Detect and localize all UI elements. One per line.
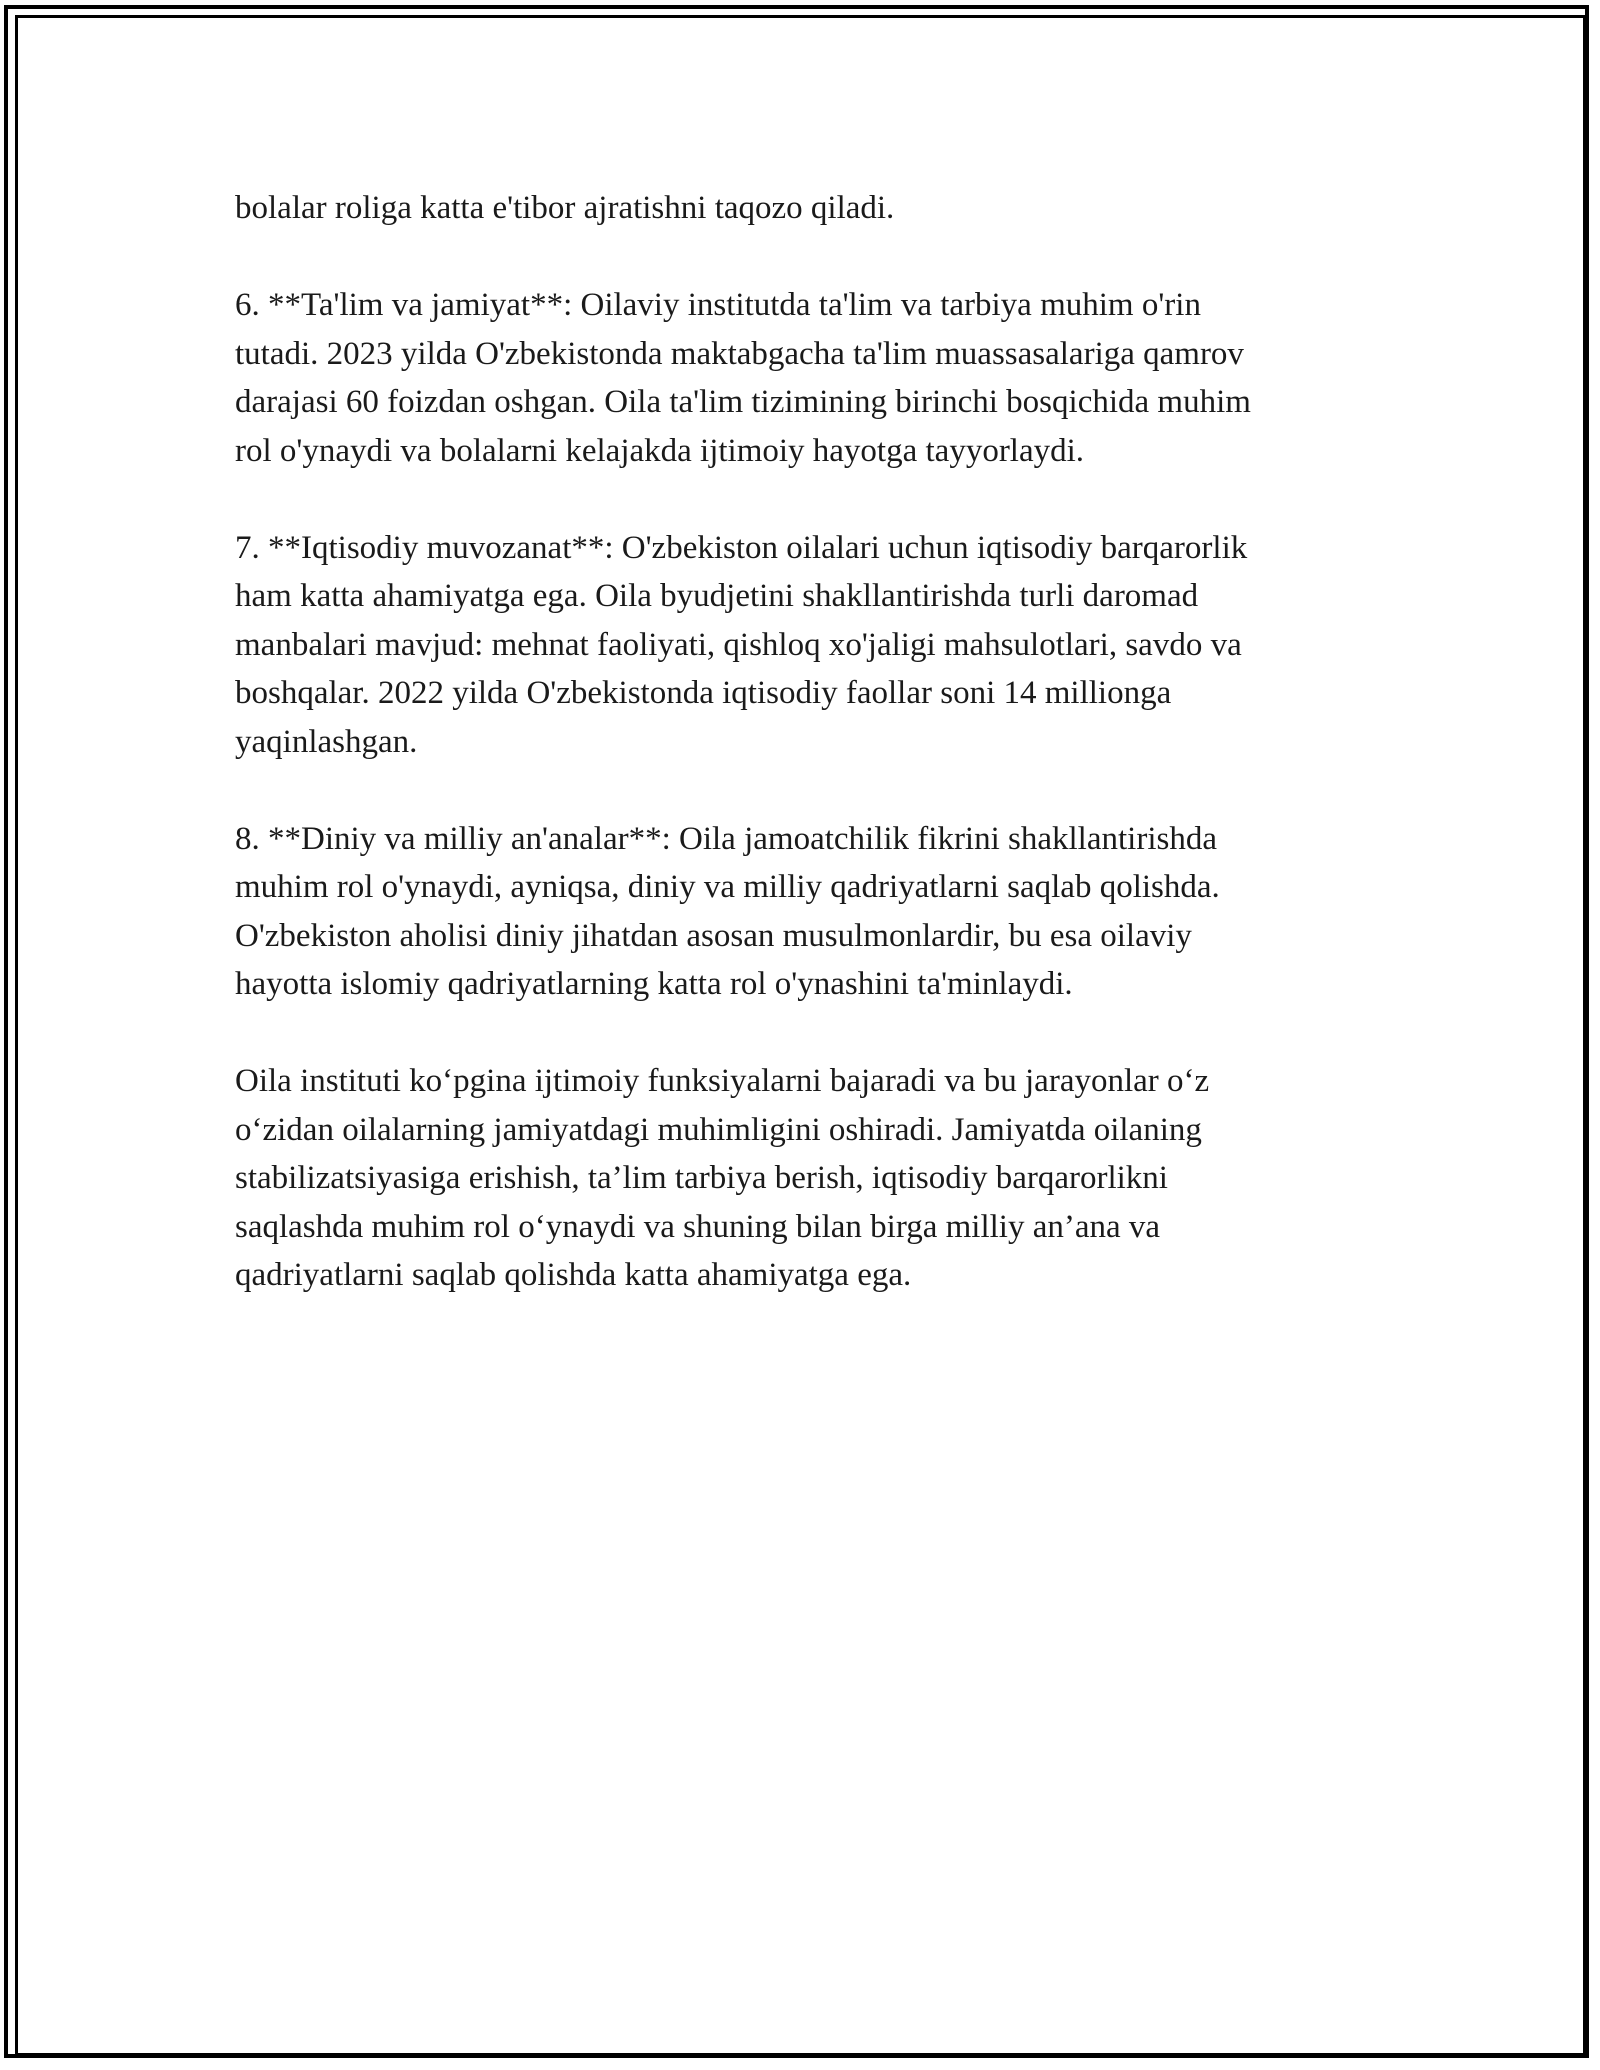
document-body — [235, 184, 1375, 1348]
paragraph-talim-va-jamiyat: 6. **Ta'lim va jamiyat**: Oilaviy institutda ta'lim va tarbiya muhim o'rin tutadi. 2023 yilda O'zbekistonda maktabgacha ta'lim muassasalariga qamrov darajasi 60 foizdan oshgan. Oila ta'lim tizimining birinchi bosqichida muhim rol o'ynaydi va bolalarni kelajakda ijtimoiy hayotga tayyorlaydi. — [235, 287, 1251, 469]
paragraph-continuation: bolalar roliga katta e'tibor ajratishni taqozo qiladi. — [235, 190, 895, 226]
paragraph-diniy-va-milliy-ananalar: 8. **Diniy va milliy an'analar**: Oila jamoatchilik fikrini shakllantirishda muhim rol o'ynaydi, ayniqsa, diniy va milliy qadriyatlarni saqlab qolishda. O'zbekiston aholisi diniy jihatdan asosan musulmonlardir, bu esa oilaviy hayotta islomiy qadriyatlarning katta rol o'ynashini ta'minlaydi. — [235, 820, 1220, 1002]
paragraph-iqtisodiy-muvozanat: 7. **Iqtisodiy muvozanat**: O'zbekiston oilalari uchun iqtisodiy barqarorlik ham katta ahamiyatga ega. Oila byudjetini shakllantirishda turli daromad manbalari mavjud: mehnat faoliyati, qishloq xo'jaligi mahsulotlari, savdo va boshqalar. 2022 yilda O'zbekistonda iqtisodiy faollar soni 14 millionga yaqinlashgan. — [235, 529, 1248, 760]
paragraph-conclusion: Oila instituti ko‘pgina ijtimoiy funksiyalarni bajaradi va bu jarayonlar o‘z o‘zidan oilalarning jamiyatdagi muhimligini oshiradi. Jamiyatda oilaning stabilizatsiyasiga erishish, ta’lim tarbiya berish, iqtisodiy barqarorlikni saqlashda muhim rol o‘ynaydi va shuning bilan birga milliy an’ana va qadriyatlarni saqlab qolishda katta ahamiyatga ega. — [235, 1063, 1210, 1293]
